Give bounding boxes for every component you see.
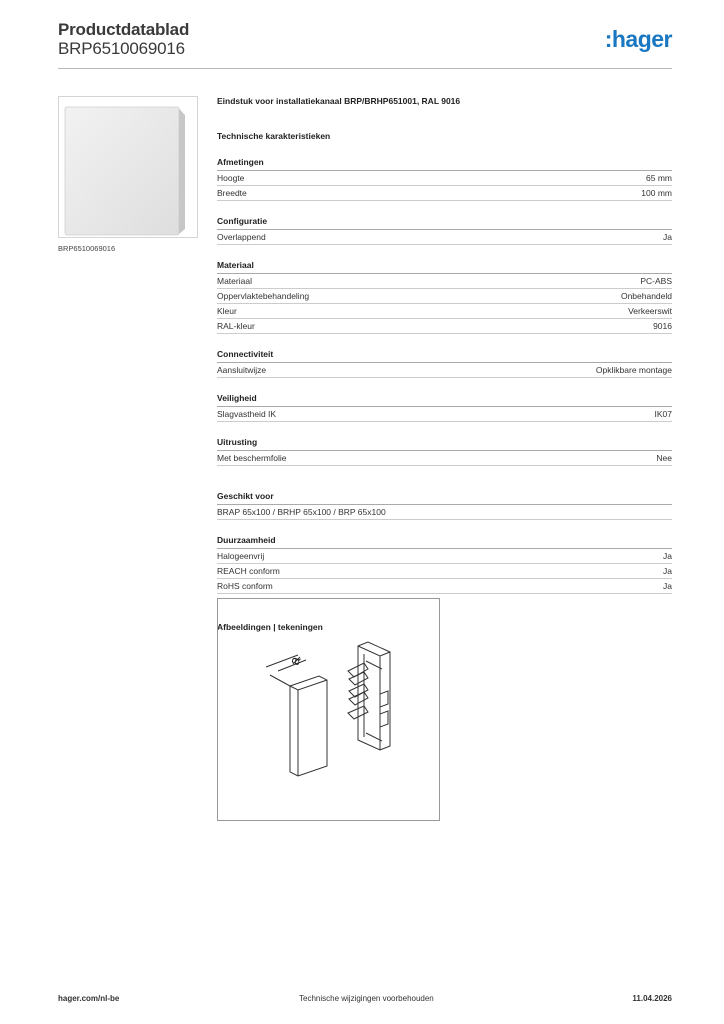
footer-date: 11.04.2026 <box>632 994 672 1003</box>
spec-section <box>217 490 672 520</box>
document-title: Productdatablad <box>58 20 190 39</box>
spec-section <box>217 348 672 378</box>
spec-label: Materiaal <box>217 276 252 286</box>
spec-section <box>217 259 672 334</box>
spec-row <box>217 230 672 245</box>
technical-drawing <box>217 598 440 821</box>
spec-section <box>217 215 672 245</box>
spec-row <box>217 505 672 520</box>
spec-content <box>217 90 672 633</box>
spec-label: RAL-kleur <box>217 321 255 331</box>
hager-logo: :hager <box>604 26 672 52</box>
spec-value: IK07 <box>654 409 672 419</box>
footer-website[interactable]: hager.com/nl-be <box>58 994 120 1003</box>
dimension-label: a <box>285 654 304 668</box>
drawings-title: Afbeeldingen | tekeningen <box>217 622 323 632</box>
spec-row <box>217 407 672 422</box>
section-title: Duurzaamheid <box>217 534 672 549</box>
footer-note: Technische wijzigingen voorbehouden <box>299 994 434 1003</box>
spec-row <box>217 363 672 378</box>
spec-label: REACH conform <box>217 566 280 576</box>
spec-label: Overlappend <box>217 232 266 242</box>
end-cap-drawing <box>218 599 439 820</box>
spec-label: Met beschermfolie <box>217 453 287 463</box>
spec-row <box>217 289 672 304</box>
thumbnail-caption: BRP6510069016 <box>58 244 116 253</box>
spec-value: Verkeerswit <box>628 306 672 316</box>
spec-value: Ja <box>663 566 672 576</box>
spec-value: Opklikbare montage <box>595 365 672 375</box>
spec-value: 100 mm <box>641 188 672 198</box>
spec-row <box>217 274 672 289</box>
spec-label: Oppervlaktebehandeling <box>217 291 310 301</box>
product-description: Eindstuk voor installatiekanaal BRP/BRHP651001, RAL 9016 <box>217 96 461 106</box>
spec-sections <box>217 156 672 594</box>
page-footer <box>58 994 672 1014</box>
product-code: BRP6510069016 <box>58 39 185 58</box>
section-title: Geschikt voor <box>217 490 672 505</box>
spec-label: Slagvastheid IK <box>217 409 277 419</box>
spec-label: RoHS conform <box>217 581 273 591</box>
section-title: Afmetingen <box>217 156 672 171</box>
section-title: Configuratie <box>217 215 672 230</box>
spec-value: Ja <box>663 232 672 242</box>
spec-value: Nee <box>656 453 672 463</box>
spec-label: Hoogte <box>217 173 245 183</box>
header-divider <box>58 68 672 69</box>
spec-value: Onbehandeld <box>620 291 672 301</box>
spec-row <box>217 171 672 186</box>
spec-section <box>217 436 672 466</box>
spec-label: Aansluitwijze <box>217 365 267 375</box>
spec-label: Kleur <box>217 306 237 316</box>
spec-value: 9016 <box>653 321 672 331</box>
product-thumbnail <box>58 96 198 238</box>
spec-row <box>217 579 672 594</box>
spec-row <box>217 451 672 466</box>
spec-value: Ja <box>663 581 672 591</box>
spec-section <box>217 156 672 201</box>
spec-section <box>217 392 672 422</box>
spec-row <box>217 319 672 334</box>
spec-label: Halogeenvrij <box>217 551 265 561</box>
spec-label: BRAP 65x100 / BRHP 65x100 / BRP 65x100 <box>217 507 386 517</box>
section-title: Materiaal <box>217 259 672 274</box>
spec-value: Ja <box>663 551 672 561</box>
spec-row <box>217 564 672 579</box>
tech-characteristics-title: Technische karakteristieken <box>217 131 331 141</box>
spec-value: 65 mm <box>646 173 672 183</box>
section-title: Uitrusting <box>217 436 672 451</box>
spec-value: PC-ABS <box>640 276 672 286</box>
end-cap-photo <box>59 97 197 237</box>
spec-label: Breedte <box>217 188 247 198</box>
spec-row <box>217 549 672 564</box>
section-title: Connectiviteit <box>217 348 672 363</box>
spec-section <box>217 534 672 594</box>
spec-row <box>217 304 672 319</box>
section-title: Veiligheid <box>217 392 672 407</box>
page-header <box>58 20 672 68</box>
spec-row <box>217 186 672 201</box>
